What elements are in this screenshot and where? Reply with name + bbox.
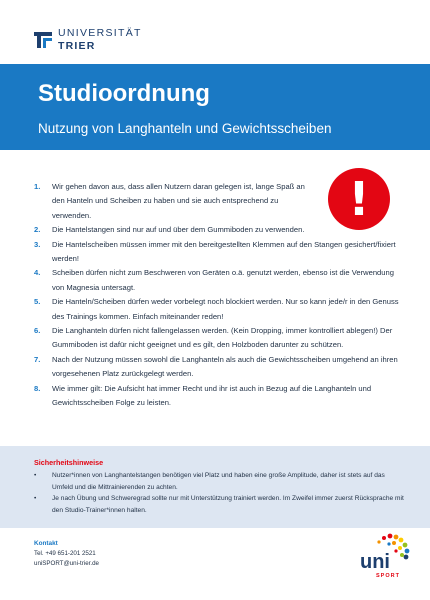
contact-email: uniSPORT@uni-trier.de bbox=[34, 560, 99, 567]
rule-item bbox=[34, 382, 406, 411]
rule-number: 5. bbox=[34, 297, 41, 307]
rule-number: 2. bbox=[34, 225, 41, 235]
rule-text: Die Langhanteln dürfen nicht fallengelassen werden. (Kein Dropping, immer kontrolliert ablegen!) Der Gummiboden ist dafür nicht geeignet und es gilt, den Holzboden darunter zu schützen. bbox=[52, 326, 393, 350]
rule-item bbox=[34, 295, 406, 324]
rule-text: Scheiben dürfen nicht zum Beschweren von Geräten o.ä. genutzt werden, ebenso ist die Verwendung von Magnesia untersagt. bbox=[52, 268, 394, 292]
rule-item bbox=[34, 353, 406, 382]
contact-phone: Tel. +49 651-201 2521 bbox=[34, 550, 96, 557]
rule-text: Nach der Nutzung müssen sowohl die Langhanteln als auch die Gewichtsscheiben umgehend an ihren vorgesehenen Platz zurückgelegt werden. bbox=[52, 354, 398, 379]
rule-item bbox=[34, 324, 406, 353]
logo-university-text: UNIVERSITÄT bbox=[58, 27, 142, 39]
page-title: Studioordnung bbox=[38, 80, 210, 107]
contact-block bbox=[34, 539, 99, 569]
rule-number: 7. bbox=[34, 354, 41, 364]
rule-number: 3. bbox=[34, 239, 41, 249]
rule-number: 4. bbox=[34, 268, 41, 278]
rule-text: Die Hantelscheiben müssen immer mit den bereitgestellten Klemmen auf den Stangen gesichert/fixiert werden! bbox=[52, 239, 396, 264]
safety-list bbox=[34, 470, 404, 516]
title-banner bbox=[0, 64, 430, 150]
safety-item bbox=[34, 493, 404, 516]
contact-title: Kontakt bbox=[34, 540, 58, 547]
unisport-logo-icon bbox=[356, 530, 412, 580]
rule-text: Die Hanteln/Scheiben dürfen weder vorbelegt noch blockiert werden. Nur so kann jede/r in den Genuss des Trainings kommen. Einfach miteinander reden! bbox=[52, 297, 399, 321]
rule-number: 8. bbox=[34, 383, 41, 393]
rule-text: Die Hantelstangen sind nur auf und über dem Gummiboden zu verwenden. bbox=[52, 225, 305, 235]
safety-text: Nutzer*innen von Langhantelstangen benötigen viel Platz und haben eine große Amplitude, daher ist stets auf das Umfeld und die Mittrainierenden zu achten. bbox=[52, 472, 385, 491]
safety-item bbox=[34, 470, 404, 493]
page-subtitle: Nutzung von Langhanteln und Gewichtsscheiben bbox=[38, 121, 332, 136]
logo-trier-text: TRIER bbox=[58, 39, 96, 52]
rule-item bbox=[34, 180, 406, 223]
rule-text: Wie immer gilt: Die Aufsicht hat immer Recht und ihr ist auch in Bezug auf die Langhanteln und Gewichtsscheiben Folge zu leisten. bbox=[52, 383, 372, 408]
exclamation-glyph: ! bbox=[348, 172, 370, 226]
bullet-icon: • bbox=[34, 495, 37, 502]
university-logo bbox=[34, 28, 142, 51]
bullet-icon: • bbox=[34, 472, 37, 479]
rule-number: 1. bbox=[34, 182, 41, 191]
rule-item bbox=[34, 223, 406, 237]
safety-text: Je nach Übung und Schweregrad sollte nur mit Unterstützung trainiert werden. Im Zweifel immer zuerst Rücksprache mit den Studio-Trainer*innen halten. bbox=[52, 495, 404, 514]
unisport-sub: SPORT bbox=[376, 573, 400, 579]
unisport-word: uni bbox=[360, 551, 390, 573]
university-logo-mark-icon bbox=[34, 32, 52, 48]
rule-item bbox=[34, 266, 406, 295]
rule-number: 6. bbox=[34, 326, 41, 336]
safety-title: Sicherheitshinweise bbox=[34, 458, 104, 467]
rules-list bbox=[34, 180, 406, 411]
unisport-logo bbox=[356, 530, 412, 580]
rule-item bbox=[34, 238, 406, 267]
rule-text: Wir gehen davon aus, dass allen Nutzern daran gelegen ist, lange Spaß an den Hanteln und Scheiben zu haben und sie auch entsprechend zu verwenden. bbox=[52, 182, 305, 220]
safety-notes-box bbox=[0, 446, 430, 528]
